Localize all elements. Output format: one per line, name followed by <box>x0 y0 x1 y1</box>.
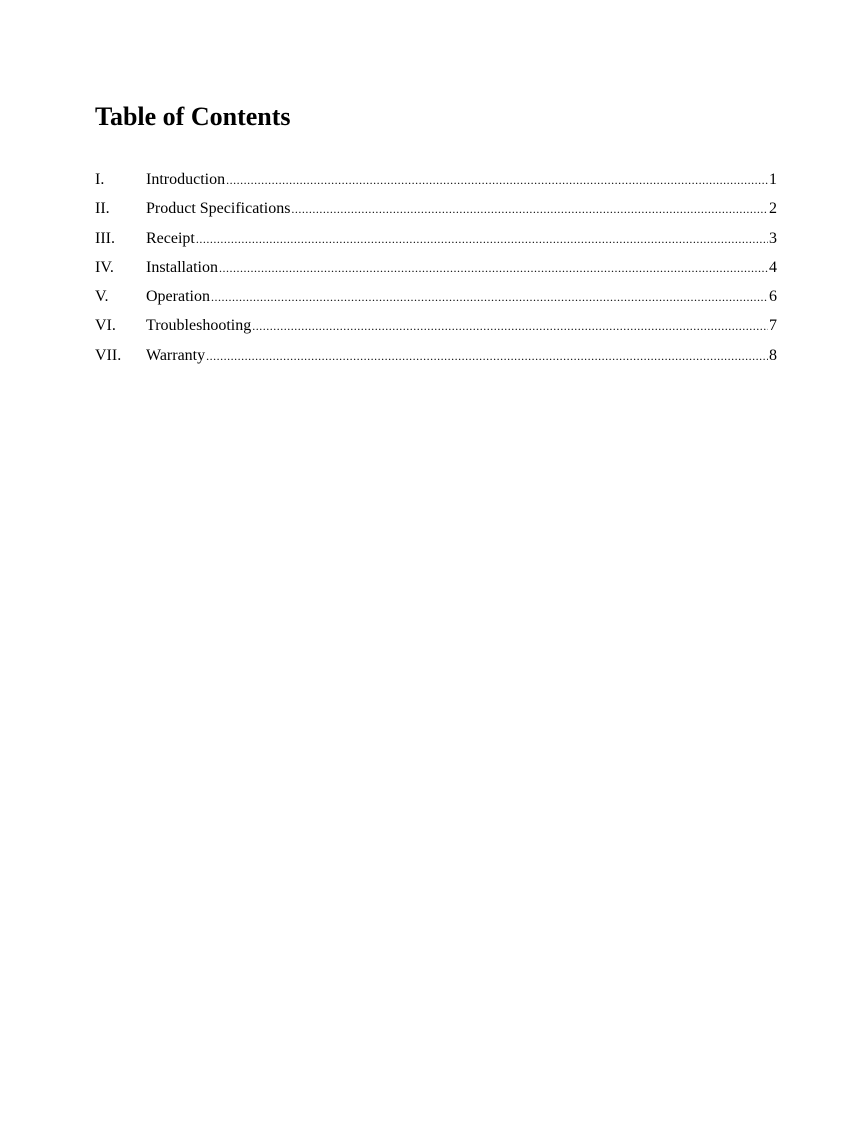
toc-entry-label: Warranty <box>146 346 206 364</box>
toc-entry-page: 8 <box>769 346 777 364</box>
toc-dot-leader <box>211 285 768 309</box>
toc-entry-page: 6 <box>769 288 777 306</box>
toc-entry-page: 7 <box>769 317 777 335</box>
toc-entry-number: VI. <box>95 317 116 335</box>
toc-entry-page: 4 <box>769 258 777 276</box>
toc-entry-warranty[interactable] <box>95 344 777 373</box>
toc-entry-label: Troubleshooting <box>146 317 252 335</box>
toc-entry-label: Operation <box>146 288 210 306</box>
toc-dot-leader <box>219 256 768 280</box>
toc-dot-leader <box>291 197 768 221</box>
toc-entry-operation[interactable] <box>95 285 777 314</box>
toc-entry-label: Receipt <box>146 229 195 247</box>
toc-entry-page: 2 <box>769 200 777 218</box>
toc-entry-label: Product Specifications <box>146 200 291 218</box>
toc-entry-label: Introduction <box>146 171 226 188</box>
toc-entry-number: III. <box>95 229 115 247</box>
toc-entry-number: V. <box>95 288 109 306</box>
toc-entry-number: II. <box>95 200 110 218</box>
toc-list <box>95 168 777 373</box>
toc-dot-leader <box>206 344 768 368</box>
toc-entry-product-specifications[interactable] <box>95 197 777 226</box>
toc-entry-page: 3 <box>769 229 777 247</box>
toc-entry-receipt[interactable] <box>95 227 777 256</box>
toc-dot-leader <box>196 227 768 251</box>
toc-entry-number: VII. <box>95 346 122 364</box>
toc-entry-number: IV. <box>95 258 114 276</box>
toc-entry-label: Installation <box>146 258 218 276</box>
page-title: Table of Contents <box>95 102 291 131</box>
toc-entry-page: 1 <box>769 171 777 188</box>
toc-dot-leader <box>226 168 768 192</box>
toc-entry-troubleshooting[interactable] <box>95 314 777 343</box>
toc-entry-number: I. <box>95 171 105 188</box>
toc-entry-installation[interactable] <box>95 256 777 285</box>
toc-entry-introduction[interactable] <box>95 168 777 197</box>
toc-dot-leader <box>252 314 768 338</box>
